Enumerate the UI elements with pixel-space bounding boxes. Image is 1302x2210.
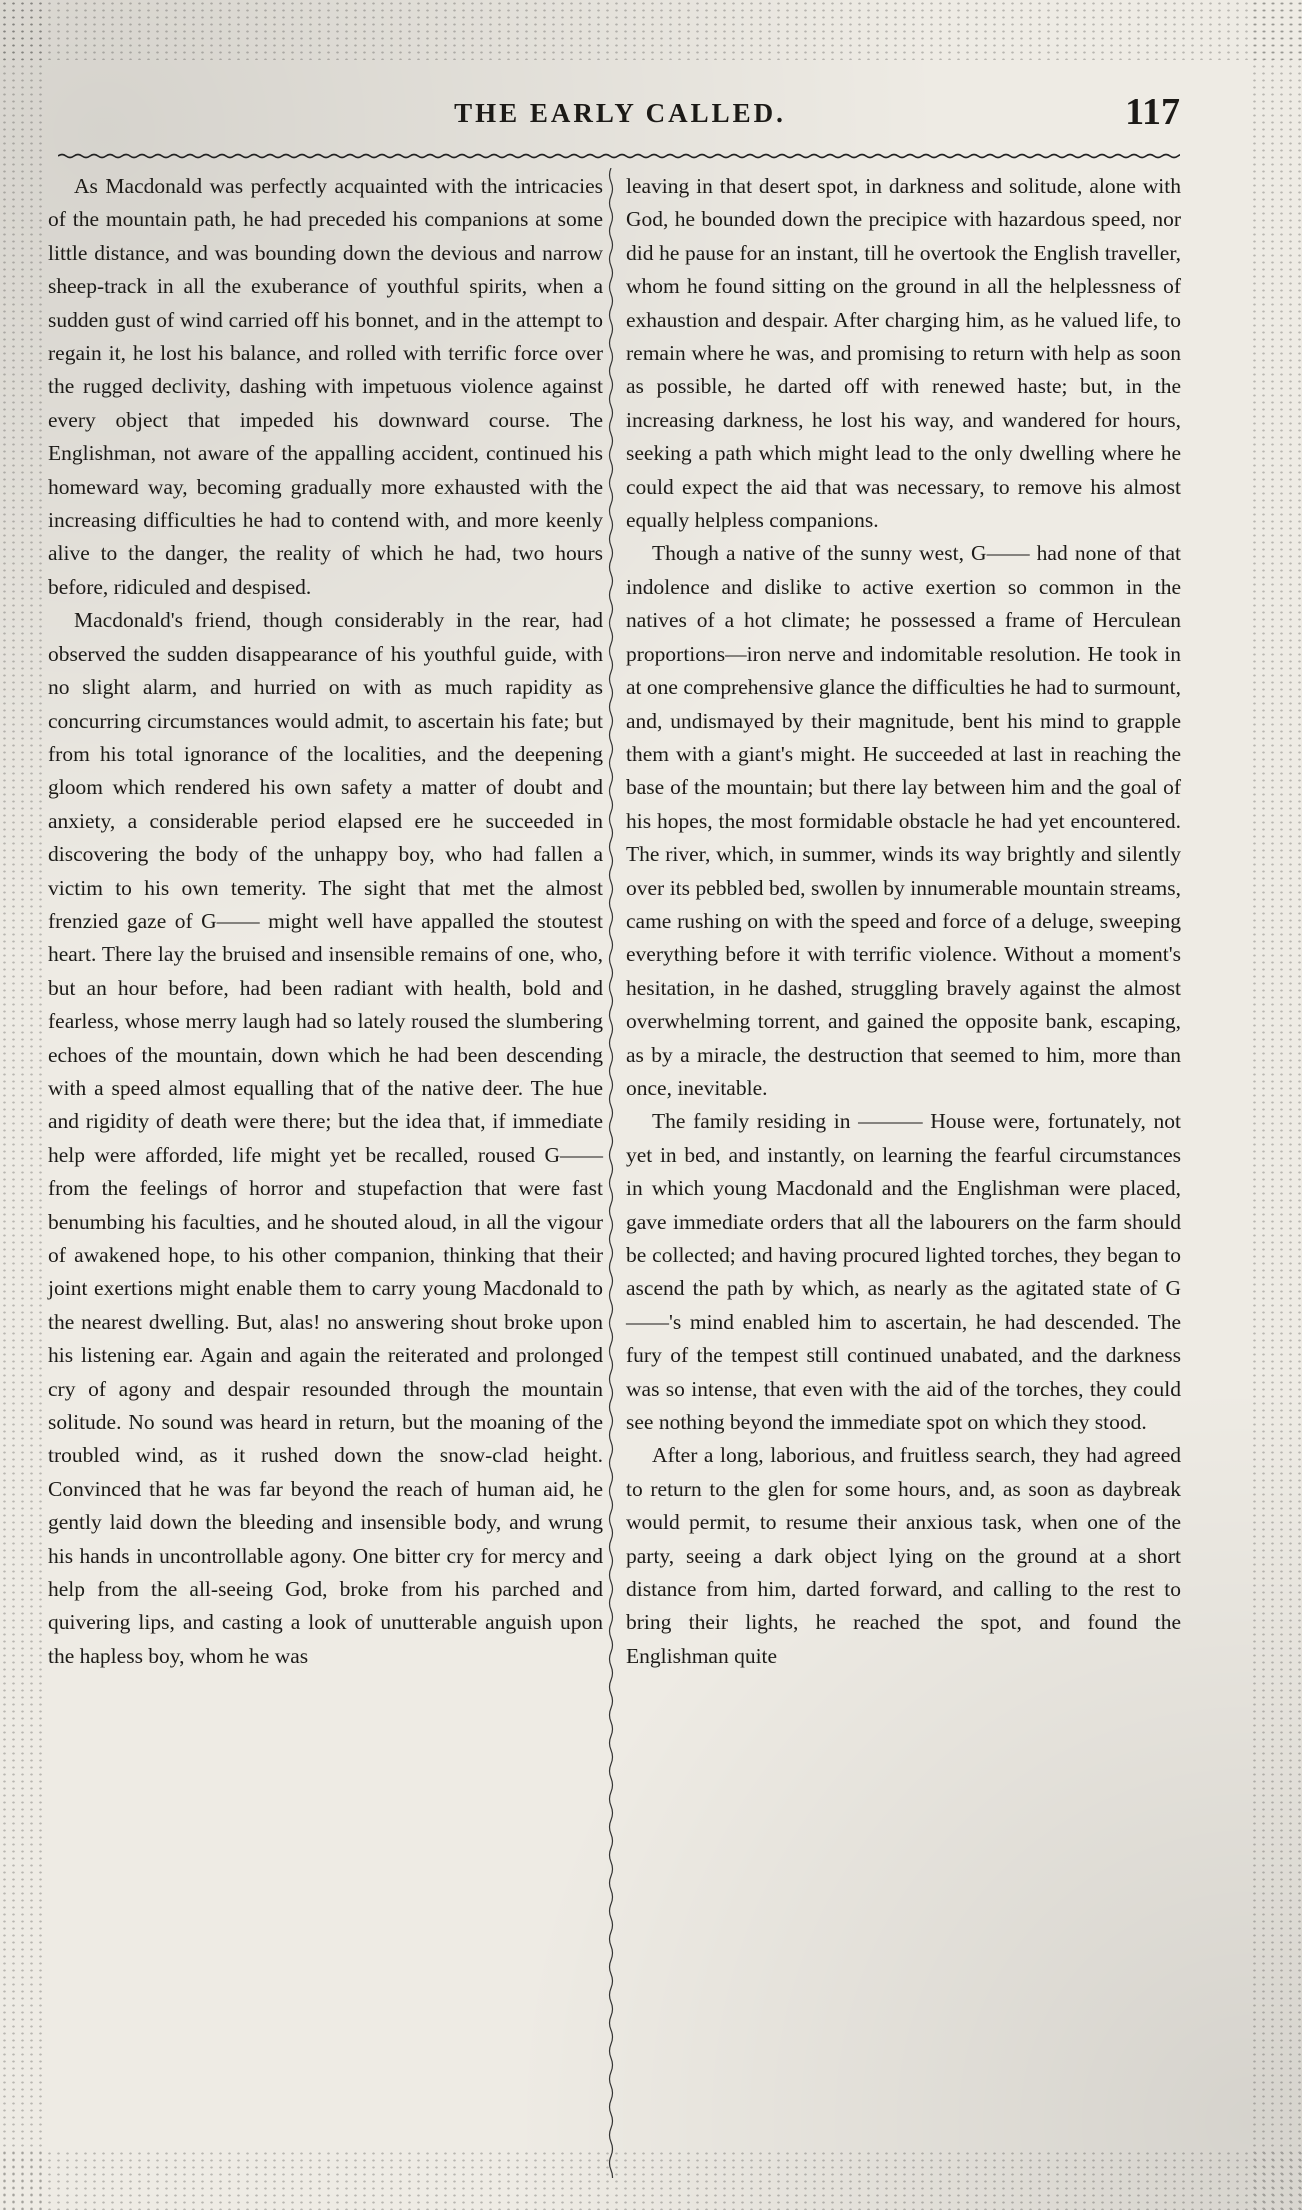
- running-title: THE EARLY CALLED.: [454, 98, 786, 128]
- paragraph: Macdonald's friend, though considerably in the rear, had observed the sudden disappearance of his youthful guide, with no slight alarm, and hurried on with as much rapidity as concurring circumstances would admit, to ascertain his fate; but from his total ignorance of the localities, and the deepening gloom which rendered his own safety a matter of doubt and anxiety, a considerable period elapsed ere he succeeded in discovering the body of the unhappy boy, who had fallen a victim to his own temerity. The sight that met the almost frenzied gaze of G—— might well have appalled the stoutest heart. There lay the bruised and insensible remains of one, who, but an hour before, had been radiant with health, bold and fearless, whose merry laugh had so lately roused the slumbering echoes of the mountain, down which he had been descending with a speed almost equalling that of the native deer. The hue and rigidity of death were there; but the idea that, if immediate help were afforded, life might yet be recalled, roused G—— from the feelings of horror and stupefaction that were fast benumbing his faculties, and he shouted aloud, in all the vigour of awakened hope, to his other companion, thinking that their joint exertions might enable them to carry young Macdonald to the nearest dwelling. But, alas! no answering shout broke upon his listening ear. Again and again the reiterated and prolonged cry of agony and despair resounded through the mountain solitude. No sound was heard in return, but the moaning of the troubled wind, as it rushed down the snow-clad height. Convinced that he was far beyond the reach of human aid, he gently laid down the bleeding and insensible body, and wrung his hands in uncontrollable agony. One bitter cry for mercy and help from the all-seeing God, broke from his parched and quivering lips, and casting a look of unutterable anguish upon the hapless boy, whom he was: [48, 608, 603, 1668]
- column-divider: [606, 168, 616, 2178]
- wavy-column-divider-line: [606, 168, 616, 2178]
- page-header: [60, 88, 1180, 138]
- page-number: 117: [1125, 91, 1180, 133]
- page-edge-speckle-right: [1250, 0, 1302, 2210]
- paragraph: As Macdonald was perfectly acquainted with the intricacies of the mountain path, he had preceded his companions at some little distance, and was bounding down the devious and narrow sheep-track in all the exuberance of youthful spirits, when a sudden gust of wind carried off his bonnet, and in the attempt to regain it, he lost his balance, and rolled with terrific force over the rugged declivity, dashing with impetuous violence against every object that impeded his downward course. The Englishman, not aware of the appalling accident, continued his homeward way, becoming gradually more exhausted with the increasing difficulties he had to contend with, and more keenly alive to the danger, the reality of which he had, two hours before, ridiculed and despised.: [48, 174, 603, 599]
- page-edge-speckle-left: [0, 0, 48, 2210]
- paragraph: Though a native of the sunny west, G—— had none of that indolence and dislike to active exertion so common in the natives of a hot climate; he possessed a frame of Herculean proportions—iron nerve and indomitable resolution. He took in at one comprehensive glance the difficulties he had to surmount, and, undismayed by their magnitude, bent his mind to grapple them with a giant's might. He succeeded at last in reaching the base of the mountain; but there lay between him and the goal of his hopes, the most formidable obstacle he had yet encountered. The river, which, in summer, winds its way brightly and silently over its pebbled bed, swollen by innumerable mountain streams, came rushing on with the speed and force of a deluge, sweeping everything before it with terrific violence. Without a moment's hesitation, in he dashed, struggling bravely against the almost overwhelming torrent, and gained the opposite bank, escaping, as by a miracle, the destruction that seemed to him, more than once, inevitable.: [626, 541, 1181, 1100]
- right-column: [626, 170, 1181, 1673]
- page-edge-speckle-bottom: [0, 2150, 1302, 2210]
- header-wavy-rule: [58, 152, 1180, 160]
- paragraph: After a long, laborious, and fruitless search, they had agreed to return to the glen for some hours, and, as soon as daybreak would permit, to resume their anxious task, when one of the party, seeing a dark object lying on the ground at a short distance from him, darted forward, and calling to the rest to bring their lights, he reached the spot, and found the Englishman quite: [626, 1443, 1181, 1668]
- wavy-rule-line: [58, 152, 1180, 160]
- paragraph: The family residing in ——— House were, fortunately, not yet in bed, and instantly, on learning the fearful circumstances in which young Macdonald and the Englishman were placed, gave immediate orders that all the labourers on the farm should be collected; and having procured lighted torches, they began to ascend the path by which, as nearly as the agitated state of G——'s mind enabled him to ascertain, he had descended. The fury of the tempest still continued unabated, and the darkness was so intense, that even with the aid of the torches, they could see nothing beyond the immediate spot on which they stood.: [626, 1109, 1181, 1435]
- paragraph-continuation: leaving in that desert spot, in darkness and solitude, alone with God, he bounded down the precipice with hazardous speed, nor did he pause for an instant, till he overtook the English traveller, whom he found sitting on the ground in all the helplessness of exhaustion and despair. After charging him, as he valued life, to remain where he was, and promising to return with help as soon as possible, he darted off with renewed haste; but, in the increasing darkness, he lost his way, and wandered for hours, seeking a path which might lead to the only dwelling where he could expect the aid that was necessary, to remove his almost equally helpless companions.: [626, 174, 1181, 533]
- page-edge-speckle-top: [0, 0, 1302, 60]
- left-column: [48, 170, 603, 1673]
